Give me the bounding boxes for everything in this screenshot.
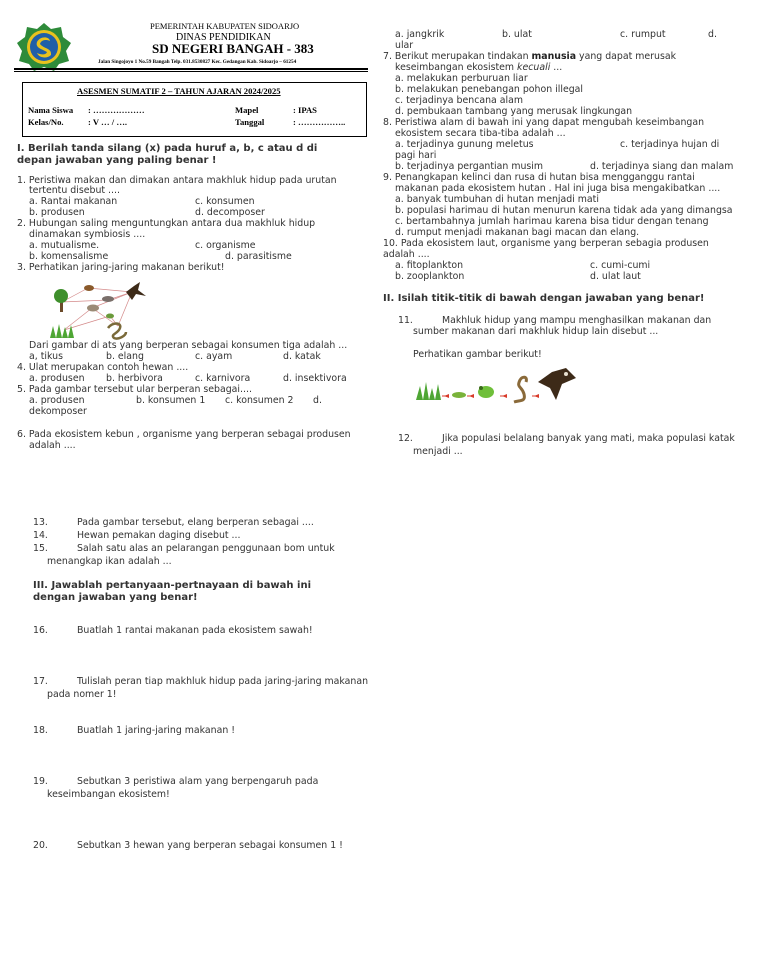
school-logo — [16, 22, 72, 72]
question-9-text-cont: makanan pada ekosistem hutan . Hal ini juga bisa mengakibatkan .... — [395, 183, 721, 194]
question-7-option-c[interactable]: c. terjadinya bencana alam — [395, 95, 523, 106]
question-6-option-d-text: ular — [395, 40, 414, 51]
question-4-option-b[interactable]: b. herbivora — [106, 373, 163, 384]
question-2-option-b[interactable]: b. komensalisme — [29, 251, 109, 262]
question-15-number: 15. — [33, 543, 48, 554]
header-divider — [14, 68, 368, 70]
header-department: DINAS PENDIDIKAN — [176, 32, 271, 43]
question-1-option-c[interactable]: c. konsumen — [195, 196, 255, 207]
question-1-text-cont: tertentu disebut .... — [29, 185, 120, 196]
question-1-text: 1. Peristiwa makan dan dimakan antara makhluk hidup pada urutan — [17, 175, 337, 186]
question-14-number: 14. — [33, 530, 48, 541]
question-9-option-b[interactable]: b. populasi harimau di hutan menurun karena tidak ada yang dimangsa — [395, 205, 733, 216]
question-4-option-c[interactable]: c. karnivora — [195, 373, 251, 384]
question-8-text-cont: ekosistem secara tiba-tiba adalah ... — [395, 128, 566, 139]
question-5-option-c[interactable]: c. konsumen 2 — [225, 395, 294, 406]
question-9-option-a[interactable]: a. banyak tumbuhan di hutan menjadi mati — [395, 194, 599, 205]
question-8-option-d[interactable]: d. terjadinya siang dan malam — [590, 161, 734, 172]
header-government: PEMERINTAH KABUPATEN SIDOARJO — [150, 21, 300, 31]
section-1-heading: I. Berilah tanda silang (x) pada huruf a, b, c atau d di depan jawaban yang paling benar ! — [17, 143, 318, 166]
header-divider-thin — [14, 71, 368, 72]
question-5-option-a[interactable]: a. produsen — [29, 395, 85, 406]
question-9-text: 9. Penangkapan kelinci dan rusa di hutan bisa mengganggu rantai — [383, 172, 695, 183]
question-10-option-c[interactable]: c. cumi-cumi — [590, 260, 651, 271]
question-10-text-cont: adalah .... — [383, 249, 430, 260]
question-3-text: 3. Perhatikan jaring-jaring makanan berikut! — [17, 262, 225, 273]
question-14-text: Hewan pemakan daging disebut ... — [77, 530, 241, 541]
question-3-option-a[interactable]: a, tikus — [29, 351, 63, 362]
question-3-text-cont: Dari gambar di ats yang berperan sebagai konsumen tiga adalah ... — [29, 340, 348, 351]
question-12-number: 12. — [398, 433, 413, 444]
figure-instruction: Perhatikan gambar berikut! — [413, 349, 542, 360]
question-18-number: 18. — [33, 725, 48, 736]
question-19-number: 19. — [33, 776, 48, 787]
question-4-option-d[interactable]: d. insektivora — [283, 373, 347, 384]
question-4-text: 4. Ulat merupakan contoh hewan .... — [17, 362, 189, 373]
subject-value: : IPAS — [293, 105, 317, 115]
question-13-text: Pada gambar tersebut, elang berperan sebagai .... — [77, 517, 314, 528]
header-address: Jalan Singojoyo 1 No.59 Bangah Telp. 031.8530827 Kec. Gedangan Kab. Sidoarjo – 61254 — [98, 59, 297, 65]
question-1-option-d[interactable]: d. decomposer — [195, 207, 265, 218]
question-15-text-cont: menangkap ikan adalah ... — [47, 556, 172, 567]
question-6-text: 6. Pada ekosistem kebun , organisme yang berperan sebagai produsen — [17, 429, 351, 440]
question-7-text-cont: keseimbangan ekosistem kecuali ... — [395, 62, 563, 73]
question-10-text: 10. Pada ekosistem laut, organisme yang berperan sebagia produsen — [383, 238, 709, 249]
question-2-option-c[interactable]: c. organisme — [195, 240, 256, 251]
question-12-text-cont: menjadi ... — [413, 446, 463, 457]
question-8-option-c[interactable]: c. terjadinya hujan di — [620, 139, 720, 150]
date-field[interactable]: : …………….. — [293, 117, 346, 127]
question-8-option-b[interactable]: b. terjadinya pergantian musim — [395, 161, 544, 172]
question-17-number: 17. — [33, 676, 48, 687]
exam-title: ASESMEN SUMATIF 2 – TAHUN AJARAN 2024/2025 — [77, 86, 281, 96]
question-7-option-d[interactable]: d. pembukaan tambang yang merusak lingkungan — [395, 106, 633, 117]
question-3-option-b[interactable]: b. elang — [106, 351, 144, 362]
question-11-number: 11. — [398, 315, 413, 326]
question-1-option-b[interactable]: b. produsen — [29, 207, 85, 218]
question-6-option-b[interactable]: b. ulat — [502, 29, 532, 40]
question-2-option-d[interactable]: d. parasitisme — [225, 251, 292, 262]
question-5-option-d-text: dekomposer — [29, 406, 87, 417]
question-12-text: Jika populasi belalang banyak yang mati, maka populasi katak — [442, 433, 735, 444]
student-name-label: Nama Siswa — [28, 105, 74, 115]
subject-label: Mapel — [235, 105, 259, 115]
question-3-option-d[interactable]: d. katak — [283, 351, 321, 362]
question-9-option-c[interactable]: c. bertambahnya jumlah harimau karena bisa tidur dengan tenang — [395, 216, 709, 227]
question-5-option-b[interactable]: b. konsumen 1 — [136, 395, 206, 406]
question-5-option-d[interactable]: d. — [313, 395, 322, 406]
question-2-option-a[interactable]: a. mutualisme. — [29, 240, 100, 251]
question-11-text: Makhluk hidup yang mampu menghasilkan makanan dan — [442, 315, 712, 326]
section-3-heading: III. Jawablah pertanyaan-pertnayaan di bawah ini dengan jawaban yang benar! — [33, 580, 311, 603]
question-19-text: Sebutkan 3 peristiwa alam yang berpengaruh pada — [77, 776, 319, 787]
question-2-text-cont: dinamakan symbiosis .... — [29, 229, 146, 240]
question-13-number: 13. — [33, 517, 48, 528]
question-16-number: 16. — [33, 625, 48, 636]
question-4-option-a[interactable]: a. produsen — [29, 373, 85, 384]
question-16-text: Buatlah 1 rantai makanan pada ekosistem sawah! — [77, 625, 313, 636]
question-20-number: 20. — [33, 840, 48, 851]
question-7-option-a[interactable]: a. melakukan perburuan liar — [395, 73, 528, 84]
question-8-option-c-cont: pagi hari — [395, 150, 437, 161]
question-6-option-d[interactable]: d. — [708, 29, 717, 40]
question-6-option-a[interactable]: a. jangkrik — [395, 29, 445, 40]
question-15-text: Salah satu alas an pelarangan penggunaan bom untuk — [77, 543, 335, 554]
question-17-text-cont: pada nomer 1! — [47, 689, 117, 700]
question-3-option-c[interactable]: c. ayam — [195, 351, 233, 362]
question-10-option-d[interactable]: d. ulat laut — [590, 271, 641, 282]
header-school-name: SD NEGERI BANGAH - 383 — [152, 41, 314, 56]
question-10-option-a[interactable]: a. fitoplankton — [395, 260, 464, 271]
class-field[interactable]: : V … / …. — [88, 117, 128, 127]
question-11-text-cont: sumber makanan dari makhluk hidup lain disebut ... — [413, 326, 659, 337]
question-7-option-b[interactable]: b. melakukan penebangan pohon illegal — [395, 84, 584, 95]
question-2-text: 2. Hubungan saling menguntungkan antara dua makhluk hidup — [17, 218, 316, 229]
question-17-text: Tulislah peran tiap makhluk hidup pada jaring-jaring makanan — [77, 676, 369, 687]
date-label: Tanggal — [235, 117, 265, 127]
question-18-text: Buatlah 1 jaring-jaring makanan ! — [77, 725, 236, 736]
section-2-heading: II. Isilah titik-titik di bawah dengan jawaban yang benar! — [383, 293, 705, 304]
class-label: Kelas/No. — [28, 117, 64, 127]
food-chain-image — [416, 366, 578, 406]
question-5-text: 5. Pada gambar tersebut ular berperan sebagai.... — [17, 384, 252, 395]
question-20-text: Sebutkan 3 hewan yang berperan sebagai konsumen 1 ! — [77, 840, 343, 851]
question-6-option-c[interactable]: c. rumput — [620, 29, 666, 40]
question-9-option-d[interactable]: d. rumput menjadi makanan bagi macan dan elang. — [395, 227, 640, 238]
student-name-field[interactable]: : ……………… — [88, 105, 145, 115]
food-web-image — [48, 278, 152, 342]
question-7-text: 7. Berikut merupakan tindakan manusia yang dapat merusak — [383, 51, 677, 62]
question-8-option-a[interactable]: a. terjadinya gunung meletus — [395, 139, 534, 150]
question-10-option-b[interactable]: b. zooplankton — [395, 271, 465, 282]
question-6-text-cont: adalah .... — [29, 440, 76, 451]
question-1-option-a[interactable]: a. Rantai makanan — [29, 196, 118, 207]
question-19-text-cont: keseimbangan ekosistem! — [47, 789, 170, 800]
question-8-text: 8. Peristiwa alam di bawah ini yang dapat mengubah keseimbangan — [383, 117, 705, 128]
